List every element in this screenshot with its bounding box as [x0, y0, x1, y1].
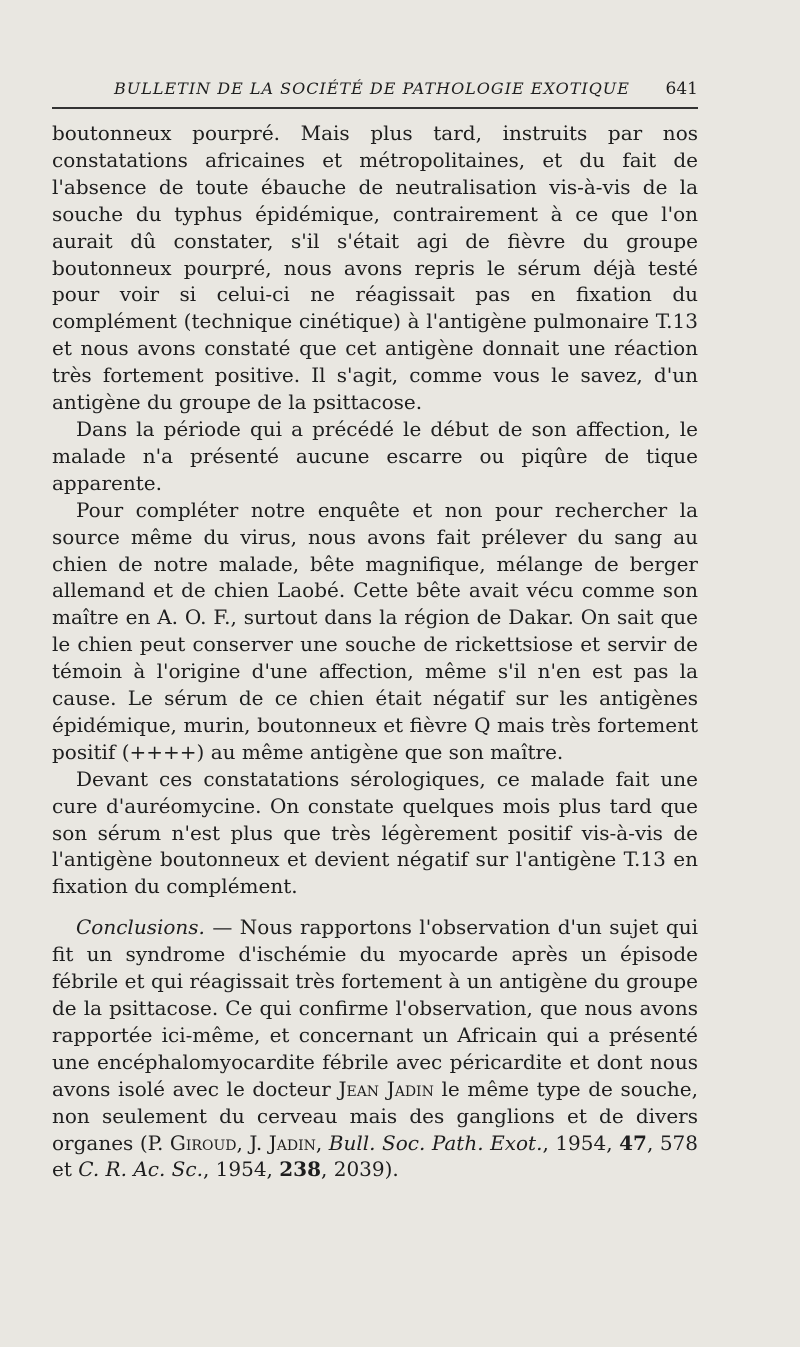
conclusion-text: , [315, 1130, 329, 1155]
journal-title: BULLETIN DE LA SOCIÉTÉ DE PATHOLOGIE EXOTIQUE [114, 79, 630, 98]
volume-number: 47 [619, 1130, 647, 1155]
conclusion-text: le même type de souche, non seulement du cerveau mais des ganglions et de divers organes (P. [52, 1076, 699, 1155]
paragraph: boutonneux pourpré. Mais plus tard, instruits par nos constatations africaines et métropolitaines, et du fait de l'absence de toute ébauche de neutralisation vis-à-vis de la souche du typhus épidémique, contrairement à ce que l'on aurait dû constater, s'il s'était agi de fièvre du groupe boutonneux pourpré, nous avons repris le sérum déjà testé pour voir si celui-ci ne réagissait pas en fixation du complément (technique cinétique) à l'antigène pulmonaire T.13 et nous avons constaté que cet antigène donnait une réaction très fortement positive. Il s'agit, comme vous le savez, d'un antigène du groupe de la psittacose. [52, 121, 698, 415]
article-body [52, 120, 698, 1183]
conclusion-text: , 578 et [52, 1130, 699, 1182]
author-name: Jadin [268, 1130, 316, 1155]
paragraph: Devant ces constatations sérologiques, ce malade fait une cure d'auréomycine. On constate quelques mois plus tard que son sérum n'est plus que très légèrement positif vis-à-vis de l'antigène boutonneux et devient négatif sur l'antigène T.13 en fixation du complément. [52, 766, 698, 899]
paragraph: Pour compléter notre enquête et non pour rechercher la source même du virus, nous avons fait prélever du sang au chien de notre malade, bête magnifique, mélange de berger allemand et de chien Laobé. Cette bête avait vécu comme son maître en A. O. F., surtout dans la région de Dakar. On sait que le chien peut conserver une souche de rickettsiose et servir de témoin à l'origine d'une affection, même s'il n'en est pas la cause. Le sérum de ce chien était négatif sur les antigènes épidémique, murin, boutonneux et fièvre Q mais très fortement positif (++++) au même antigène que son maître. [52, 497, 698, 764]
author-name: Giroud [169, 1130, 237, 1155]
conclusion-text: , J. [236, 1130, 269, 1155]
conclusion-text: , 1954, [542, 1130, 620, 1155]
paragraph-gap [52, 900, 698, 914]
conclusion-paragraph [52, 914, 698, 1183]
running-header [52, 75, 698, 105]
conclusion-text: — Nous rapportons l'observation d'un sujet qui fit un syndrome d'ischémie du myocarde après un épisode fébrile et qui réagissait très fortement à un antigène du groupe de la psittacose. Ce qui confirme l'observation, que nous avons rapportée ici-même, et concernant un Africain qui a présenté une encéphalomyocardite fébrile avec péricardite et dont nous avons isolé avec le docteur [52, 915, 698, 1101]
journal-reference: C. R. Ac. Sc. [78, 1157, 203, 1182]
header-rule [52, 107, 698, 109]
conclusion-label: Conclusions. [76, 915, 205, 940]
volume-number: 238 [279, 1157, 322, 1182]
conclusion-text: , 2039). [321, 1157, 399, 1182]
paragraph: Dans la période qui a précédé le début de son affection, le malade n'a présenté aucune escarre ou piqûre de tique apparente. [52, 416, 698, 495]
conclusion-text: , 1954, [202, 1157, 280, 1182]
page-number: 641 [665, 79, 698, 99]
journal-reference: Bull. Soc. Path. Exot. [328, 1130, 543, 1155]
author-name: Jean Jadin [338, 1076, 434, 1101]
